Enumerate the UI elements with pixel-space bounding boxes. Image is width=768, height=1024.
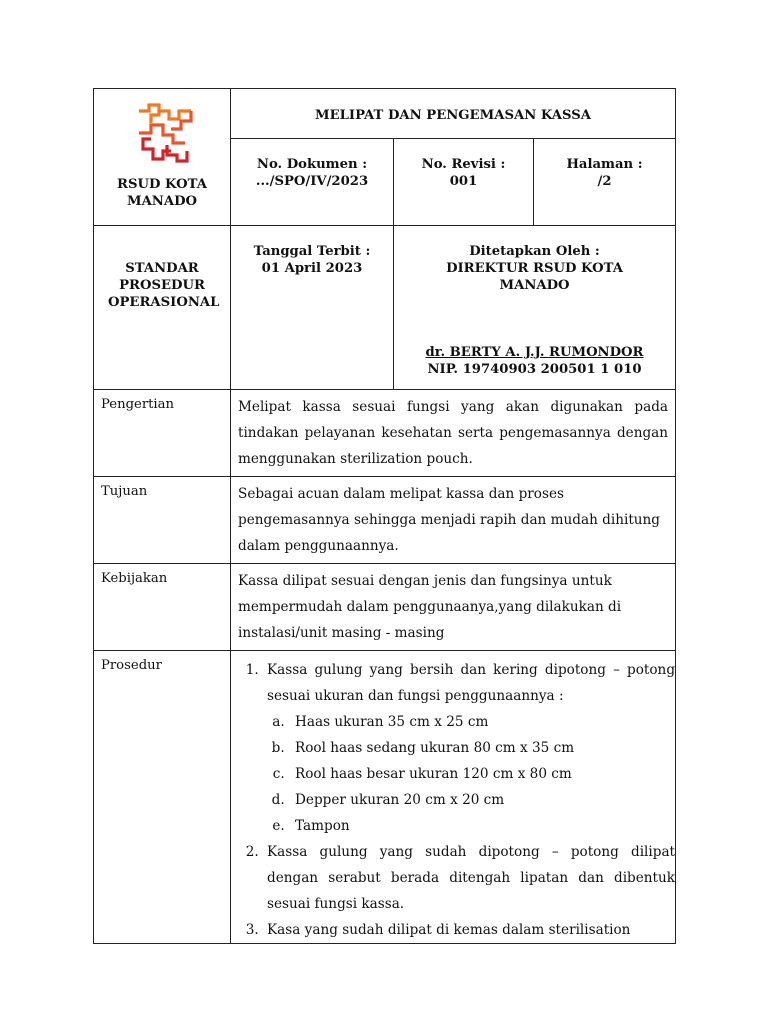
sop-type-text: STANDAR PROSEDUR OPERASIONAL [108,261,220,310]
cut-size-item: a. Haas ukuran 35 cm x 25 cm [289,709,675,735]
page-label: Halaman : [566,157,643,173]
hospital-name: RSUD KOTA MANADO [117,177,207,209]
procedure-step-text: Kasa yang sudah dilipat di kemas dalam sterilisation [267,922,631,938]
issue-date-value: 01 April 2023 [261,261,363,276]
page-value: /2 [597,174,612,190]
tujuan-label: Tujuan [94,477,231,564]
pengertian-text: Melipat kassa sesuai fungsi yang akan digunakan pada tindakan pelayanan kesehatan serta pengemasannya dengan menggunakan sterilization pouch. [231,390,676,477]
hospital-logo-icon [137,103,193,163]
signer-name: dr. BERTY A. J.J. RUMONDOR [425,345,644,360]
approved-by: DIREKTUR RSUD KOTA MANADO [446,261,623,293]
kebijakan-text: Kassa dilipat sesuai dengan jenis dan fungsinya untuk mempermudah dalam penggunaanya,yang dilakukan di instalasi/unit masing - masing [231,564,676,651]
cut-size-item: e. Tampon [289,813,675,839]
prosedur-label: Prosedur [94,651,231,944]
approved-label: Ditetapkan Oleh : [469,244,600,259]
sop-table [93,88,676,944]
document-number [231,139,394,226]
prosedur-content [231,651,676,944]
revision-number [394,139,534,226]
document-number-label: No. Dokumen : [256,157,368,173]
procedure-steps [231,657,675,943]
document-title: MELIPAT DAN PENGEMASAN KASSA [231,89,676,139]
tujuan-text: Sebagai acuan dalam melipat kassa dan proses pengemasannya sehingga menjadi rapih dan mudah dihitung dalam penggunaannya. [231,477,676,564]
cut-size-item: c. Rool haas besar ukuran 120 cm x 80 cm [289,761,675,787]
kebijakan-label: Kebijakan [94,564,231,651]
page-number [534,139,676,226]
cut-size-item: b. Rool haas sedang ukuran 80 cm x 35 cm [289,735,675,761]
revision-value: 001 [449,174,478,190]
procedure-step-text: Kassa gulung yang bersih dan kering dipotong – potong sesuai ukuran dan fungsi penggunaannya : [267,662,676,704]
approval-cell [394,226,676,390]
procedure-step [263,657,675,839]
signer-nip: NIP. 19740903 200501 1 010 [427,362,642,377]
procedure-step [263,917,675,943]
hospital-logo-cell [94,89,231,226]
pengertian-label: Pengertian [94,390,231,477]
document-number-value: .../SPO/IV/2023 [255,174,369,190]
issue-date-label: Tanggal Terbit : [253,244,371,259]
procedure-step-text: Kassa gulung yang sudah dipotong – potong dilipat dengan serabut berada ditengah lipatan dan dibentuk sesuai fungsi kassa. [267,844,676,912]
cut-sizes-list [267,709,675,839]
cut-size-item: d. Depper ukuran 20 cm x 20 cm [289,787,675,813]
issue-date-cell [231,226,394,390]
revision-label: No. Revisi : [421,157,506,173]
sop-type [94,226,231,390]
procedure-step [263,839,675,917]
sop-document [93,88,675,944]
signature-block [394,344,675,378]
